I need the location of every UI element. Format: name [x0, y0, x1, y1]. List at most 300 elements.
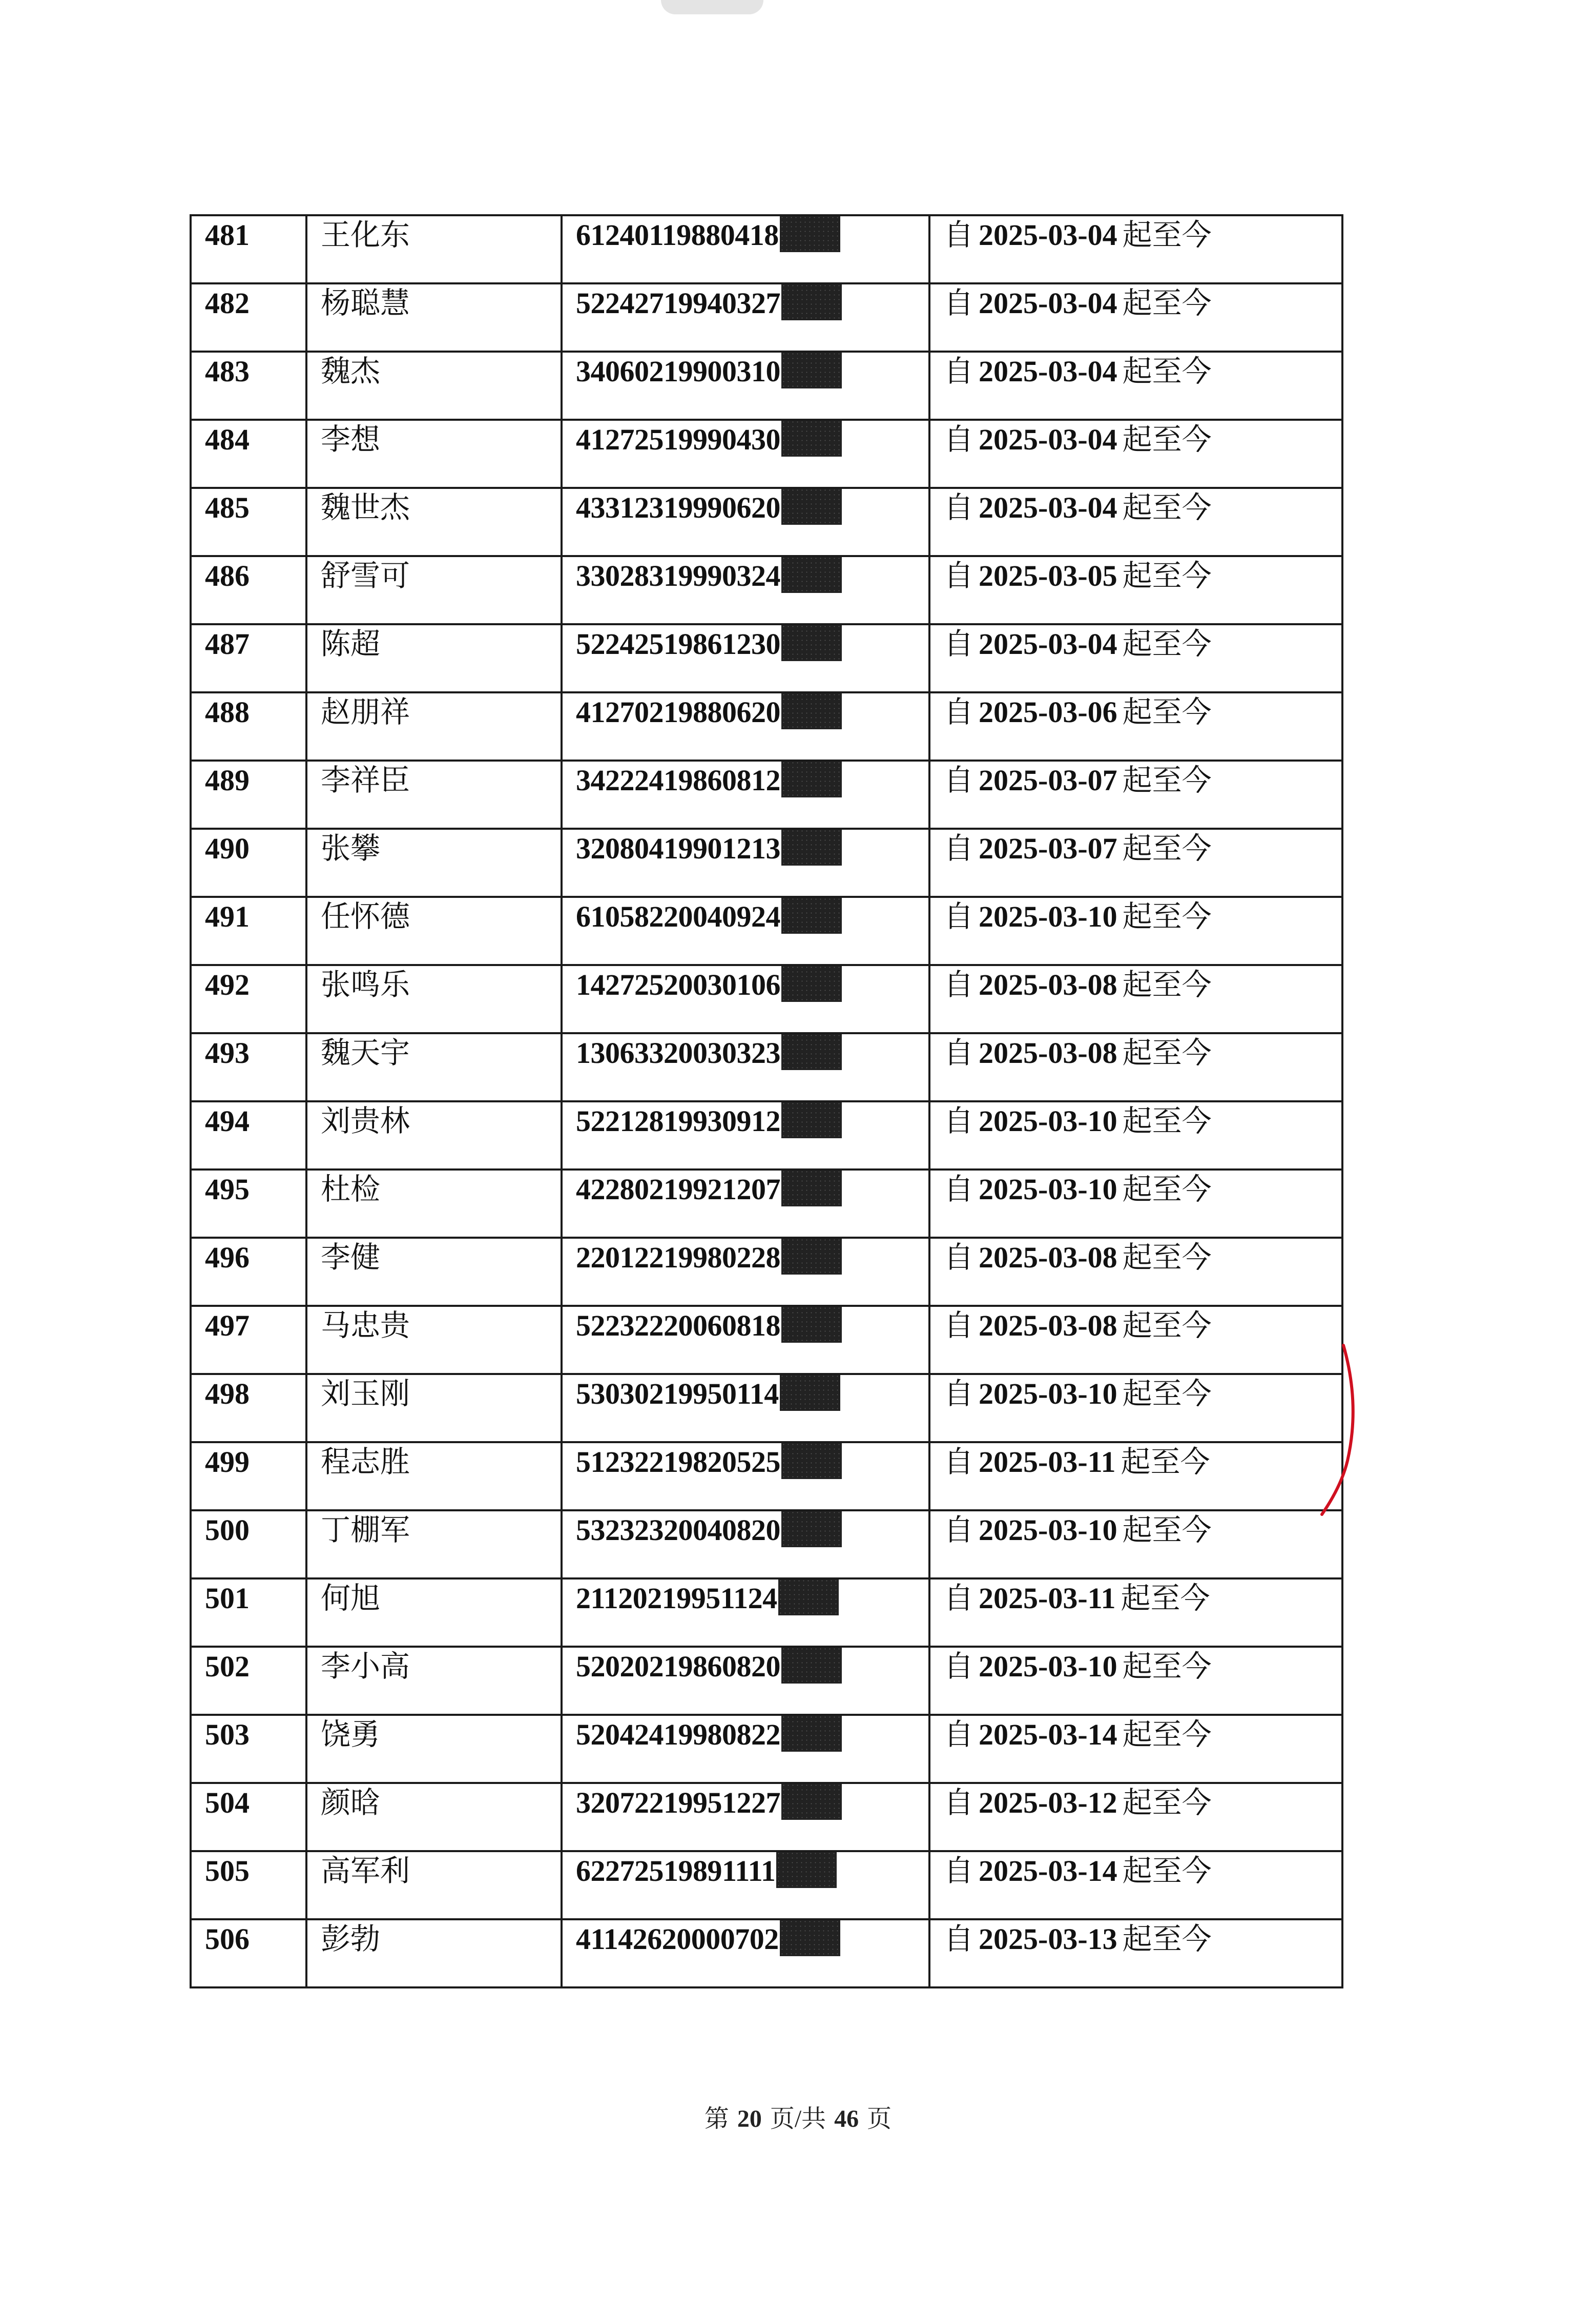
table-row [191, 624, 1342, 692]
cell-date [929, 1715, 1342, 1783]
date-suffix: 起至今 [1122, 491, 1212, 524]
date-range [944, 762, 1212, 795]
table-row [191, 488, 1342, 556]
cell-date [929, 761, 1342, 829]
start-date: 2025-03-10 [979, 1650, 1117, 1683]
cell-number [191, 897, 306, 965]
cell-name [306, 1374, 562, 1442]
cell-id [562, 897, 929, 965]
cell-id [562, 1715, 929, 1783]
date-range [944, 353, 1212, 386]
id-number: 41142620000702 [576, 1922, 779, 1956]
id-number: 14272520030106 [576, 968, 780, 1001]
cell-number [191, 624, 306, 692]
cell-date [929, 1851, 1342, 1919]
cell-name [306, 1033, 562, 1101]
date-suffix: 起至今 [1122, 1786, 1212, 1819]
row-number: 502 [205, 1650, 250, 1683]
redaction-block [780, 1374, 840, 1411]
table-row [191, 352, 1342, 420]
row-number: 482 [205, 286, 250, 320]
cell-id [562, 556, 929, 624]
date-prefix: 自 [944, 1309, 974, 1342]
person-name: 舒雪可 [321, 559, 410, 592]
date-range [944, 1443, 1210, 1477]
id-number: 22012219980228 [576, 1241, 780, 1274]
cell-name [306, 1647, 562, 1715]
cell-name [306, 897, 562, 965]
date-suffix: 起至今 [1122, 1513, 1212, 1547]
redaction-block [780, 215, 840, 252]
date-prefix: 自 [944, 627, 974, 661]
table-row [191, 1715, 1342, 1783]
date-suffix: 起至今 [1122, 1854, 1212, 1888]
row-number: 485 [205, 491, 250, 524]
cell-id [562, 352, 929, 420]
start-date: 2025-03-10 [979, 900, 1117, 933]
cell-date [929, 283, 1342, 352]
table-row [191, 1033, 1342, 1101]
cell-number [191, 1647, 306, 1715]
id-number: 32080419901213 [576, 832, 780, 865]
cell-name [306, 761, 562, 829]
id-number: 41272519990430 [576, 423, 780, 456]
cell-name [306, 1238, 562, 1306]
date-suffix: 起至今 [1122, 1922, 1212, 1956]
cell-id [562, 215, 929, 283]
person-name: 杨聪慧 [321, 286, 410, 320]
page-number: 20 [737, 2105, 762, 2132]
table-row [191, 897, 1342, 965]
cell-number [191, 1919, 306, 1987]
date-suffix: 起至今 [1122, 1173, 1212, 1206]
id-number: 52020219860820 [576, 1650, 780, 1683]
id-number: 61058220040924 [576, 900, 780, 933]
person-name: 颜晗 [321, 1786, 381, 1819]
start-date: 2025-03-10 [979, 1104, 1117, 1138]
date-suffix: 起至今 [1122, 559, 1212, 592]
cell-name [306, 556, 562, 624]
cell-name [306, 215, 562, 283]
person-name: 李祥臣 [321, 764, 410, 797]
cell-date [929, 1306, 1342, 1374]
date-prefix: 自 [944, 1582, 974, 1615]
date-suffix: 起至今 [1122, 764, 1212, 797]
start-date: 2025-03-05 [979, 559, 1117, 592]
cell-id [562, 761, 929, 829]
date-range [944, 216, 1212, 250]
redaction-block [781, 1510, 842, 1547]
start-date: 2025-03-14 [979, 1718, 1117, 1751]
id-number: 52242519861230 [576, 627, 780, 661]
cell-number [191, 488, 306, 556]
cell-date [929, 215, 1342, 283]
date-range [944, 1171, 1212, 1204]
person-name: 魏天宇 [321, 1036, 410, 1070]
person-name: 程志胜 [321, 1445, 410, 1479]
cell-date [929, 1238, 1342, 1306]
date-range [944, 1102, 1212, 1136]
cell-id [562, 1442, 929, 1510]
person-name: 刘贵林 [321, 1104, 410, 1138]
id-number: 52212819930912 [576, 1104, 780, 1138]
paper-fold-shadow [661, 0, 763, 14]
table-row [191, 761, 1342, 829]
cell-date [929, 1170, 1342, 1238]
cell-id [562, 692, 929, 761]
row-number: 499 [205, 1445, 250, 1479]
cell-number [191, 1715, 306, 1783]
row-number: 498 [205, 1377, 250, 1410]
redaction-block [781, 1442, 842, 1479]
start-date: 2025-03-14 [979, 1854, 1117, 1888]
cell-number [191, 556, 306, 624]
cell-name [306, 1578, 562, 1647]
cell-number [191, 1510, 306, 1578]
row-number: 486 [205, 559, 250, 592]
table-row [191, 1647, 1342, 1715]
cell-number [191, 1442, 306, 1510]
date-suffix: 起至今 [1122, 627, 1212, 661]
start-date: 2025-03-06 [979, 695, 1117, 729]
person-name: 李想 [321, 423, 381, 456]
start-date: 2025-03-13 [979, 1922, 1117, 1956]
date-suffix: 起至今 [1122, 1718, 1212, 1751]
id-number: 62272519891111 [576, 1854, 776, 1888]
cell-number [191, 1238, 306, 1306]
redaction-block [781, 1033, 842, 1070]
date-prefix: 自 [944, 423, 974, 456]
cell-number [191, 761, 306, 829]
start-date: 2025-03-04 [979, 423, 1117, 456]
date-suffix: 起至今 [1122, 695, 1212, 729]
cell-id [562, 1238, 929, 1306]
cell-date [929, 1647, 1342, 1715]
cell-name [306, 965, 562, 1033]
date-prefix: 自 [944, 218, 974, 252]
cell-name [306, 1919, 562, 1987]
cell-date [929, 1919, 1342, 1987]
row-number: 484 [205, 423, 250, 456]
table-row [191, 1306, 1342, 1374]
cell-date [929, 556, 1342, 624]
cell-number [191, 1578, 306, 1647]
row-number: 495 [205, 1173, 250, 1206]
date-suffix: 起至今 [1122, 1104, 1212, 1138]
date-range [944, 284, 1212, 318]
cell-date [929, 829, 1342, 897]
start-date: 2025-03-07 [979, 832, 1117, 865]
date-prefix: 自 [944, 1513, 974, 1547]
cell-id [562, 1170, 929, 1238]
date-prefix: 自 [944, 1922, 974, 1956]
table-row [191, 420, 1342, 488]
cell-id [562, 624, 929, 692]
cell-name [306, 420, 562, 488]
record-table-body [191, 215, 1342, 1987]
table-row [191, 692, 1342, 761]
id-number: 52042419980822 [576, 1718, 780, 1751]
start-date: 2025-03-11 [979, 1445, 1116, 1479]
row-number: 492 [205, 968, 250, 1001]
date-suffix: 起至今 [1122, 1650, 1212, 1683]
redaction-block [781, 965, 842, 1002]
date-prefix: 自 [944, 286, 974, 320]
date-range [944, 1784, 1212, 1818]
date-prefix: 自 [944, 355, 974, 388]
id-number: 33028319990324 [576, 559, 780, 592]
person-name: 彭勃 [321, 1922, 381, 1956]
person-name: 丁棚军 [321, 1513, 410, 1547]
date-range [944, 489, 1212, 523]
row-number: 489 [205, 764, 250, 797]
start-date: 2025-03-11 [979, 1582, 1116, 1615]
date-range [944, 966, 1212, 1000]
table-row [191, 965, 1342, 1033]
table-row [191, 1374, 1342, 1442]
date-prefix: 自 [944, 832, 974, 865]
id-number: 53232320040820 [576, 1513, 780, 1547]
cell-id [562, 1647, 929, 1715]
cell-date [929, 624, 1342, 692]
date-suffix: 起至今 [1122, 832, 1212, 865]
date-range [944, 1579, 1210, 1613]
cell-id [562, 420, 929, 488]
id-number: 34222419860812 [576, 764, 780, 797]
cell-number [191, 352, 306, 420]
person-name: 马忠贵 [321, 1309, 410, 1342]
cell-number [191, 1374, 306, 1442]
cell-number [191, 420, 306, 488]
cell-date [929, 692, 1342, 761]
date-prefix: 自 [944, 491, 974, 524]
cell-number [191, 1101, 306, 1170]
date-range [944, 1852, 1212, 1886]
person-name: 李健 [321, 1241, 381, 1274]
date-range [944, 1034, 1212, 1068]
cell-number [191, 965, 306, 1033]
cell-date [929, 420, 1342, 488]
cell-date [929, 1510, 1342, 1578]
id-number: 32072219951227 [576, 1786, 780, 1819]
redaction-block [781, 283, 842, 320]
row-number: 493 [205, 1036, 250, 1070]
redaction-block [778, 1578, 839, 1615]
date-suffix: 起至今 [1122, 1377, 1212, 1410]
cell-name [306, 1442, 562, 1510]
redaction-block [781, 1647, 842, 1684]
table-row [191, 215, 1342, 283]
table-row [191, 556, 1342, 624]
date-prefix: 自 [944, 559, 974, 592]
row-number: 497 [205, 1309, 250, 1342]
date-suffix: 起至今 [1122, 968, 1212, 1001]
cell-number [191, 1033, 306, 1101]
cell-id [562, 488, 929, 556]
redaction-block [781, 624, 842, 661]
redaction-block [780, 1919, 840, 1956]
redaction-block [781, 488, 842, 525]
redaction-block [781, 556, 842, 593]
date-range [944, 1648, 1212, 1681]
date-suffix: 起至今 [1122, 286, 1212, 320]
cell-number [191, 1306, 306, 1374]
cell-id [562, 829, 929, 897]
redaction-block [781, 1306, 842, 1343]
date-prefix: 自 [944, 900, 974, 933]
date-prefix: 自 [944, 695, 974, 729]
id-number: 21120219951124 [576, 1582, 777, 1615]
date-prefix: 自 [944, 764, 974, 797]
row-number: 488 [205, 695, 250, 729]
table-row [191, 283, 1342, 352]
cell-date [929, 352, 1342, 420]
row-number: 494 [205, 1104, 250, 1138]
cell-id [562, 1033, 929, 1101]
cell-date [929, 1578, 1342, 1647]
cell-date [929, 1783, 1342, 1851]
redaction-block [781, 420, 842, 457]
row-number: 501 [205, 1582, 250, 1615]
cell-number [191, 1851, 306, 1919]
date-prefix: 自 [944, 1173, 974, 1206]
id-number: 53030219950114 [576, 1377, 779, 1410]
row-number: 481 [205, 218, 250, 252]
cell-name [306, 283, 562, 352]
id-number: 34060219900310 [576, 355, 780, 388]
cell-date [929, 1374, 1342, 1442]
person-name: 张鸣乐 [321, 968, 410, 1001]
cell-id [562, 1783, 929, 1851]
row-number: 505 [205, 1854, 250, 1888]
row-number: 491 [205, 900, 250, 933]
cell-date [929, 1442, 1342, 1510]
cell-number [191, 692, 306, 761]
person-name: 高军利 [321, 1854, 410, 1888]
table-row [191, 1101, 1342, 1170]
cell-id [562, 1851, 929, 1919]
redaction-block [781, 1170, 842, 1206]
date-prefix: 自 [944, 1377, 974, 1410]
date-prefix: 自 [944, 1445, 974, 1479]
person-name: 魏杰 [321, 355, 381, 388]
start-date: 2025-03-10 [979, 1173, 1117, 1206]
id-number: 52232220060818 [576, 1309, 780, 1342]
start-date: 2025-03-04 [979, 627, 1117, 661]
start-date: 2025-03-08 [979, 1309, 1117, 1342]
person-name: 赵朋祥 [321, 695, 410, 729]
table-row [191, 1170, 1342, 1238]
start-date: 2025-03-07 [979, 764, 1117, 797]
start-date: 2025-03-10 [979, 1513, 1117, 1547]
cell-id [562, 1101, 929, 1170]
person-name: 魏世杰 [321, 491, 410, 524]
page-footer [0, 2099, 1596, 2134]
redaction-block [776, 1851, 837, 1888]
redaction-block [781, 761, 842, 797]
person-name: 任怀德 [321, 900, 410, 933]
table-row [191, 1919, 1342, 1987]
date-range [944, 1920, 1212, 1954]
date-prefix: 自 [944, 1650, 974, 1683]
start-date: 2025-03-04 [979, 355, 1117, 388]
row-number: 503 [205, 1718, 250, 1751]
start-date: 2025-03-04 [979, 286, 1117, 320]
date-suffix: 起至今 [1122, 218, 1212, 252]
id-number: 13063320030323 [576, 1036, 780, 1070]
id-number: 51232219820525 [576, 1445, 780, 1479]
footer-suffix: 页 [867, 2105, 892, 2132]
row-number: 483 [205, 355, 250, 388]
start-date: 2025-03-10 [979, 1377, 1117, 1410]
table-row [191, 1578, 1342, 1647]
id-number: 61240119880418 [576, 218, 779, 252]
cell-number [191, 1170, 306, 1238]
date-suffix: 起至今 [1122, 1241, 1212, 1274]
redaction-block [781, 692, 842, 729]
date-suffix: 起至今 [1121, 1582, 1210, 1615]
date-suffix: 起至今 [1122, 1036, 1212, 1070]
redaction-block [781, 352, 842, 388]
date-range [944, 693, 1212, 727]
cell-name [306, 1783, 562, 1851]
cell-name [306, 692, 562, 761]
date-suffix: 起至今 [1122, 355, 1212, 388]
cell-name [306, 829, 562, 897]
cell-name [306, 1715, 562, 1783]
cell-number [191, 829, 306, 897]
table-row [191, 1851, 1342, 1919]
cell-id [562, 1510, 929, 1578]
cell-date [929, 488, 1342, 556]
id-number: 43312319990620 [576, 491, 780, 524]
cell-id [562, 1578, 929, 1647]
cell-number [191, 215, 306, 283]
table-row [191, 1442, 1342, 1510]
row-number: 506 [205, 1922, 250, 1956]
date-range [944, 1375, 1212, 1409]
redaction-block [781, 829, 842, 866]
date-range [944, 1307, 1212, 1341]
table-row [191, 1510, 1342, 1578]
cell-date [929, 1033, 1342, 1101]
cell-id [562, 965, 929, 1033]
date-prefix: 自 [944, 1718, 974, 1751]
date-range [944, 1239, 1212, 1273]
cell-name [306, 1306, 562, 1374]
date-suffix: 起至今 [1122, 423, 1212, 456]
date-suffix: 起至今 [1122, 1309, 1212, 1342]
date-prefix: 自 [944, 1854, 974, 1888]
person-name: 李小高 [321, 1650, 410, 1683]
cell-name [306, 352, 562, 420]
date-range [944, 421, 1212, 455]
date-range [944, 557, 1212, 591]
cell-name [306, 1170, 562, 1238]
id-number: 42280219921207 [576, 1173, 780, 1206]
redaction-block [781, 897, 842, 934]
person-name: 何旭 [321, 1582, 381, 1615]
date-suffix: 起至今 [1122, 900, 1212, 933]
date-prefix: 自 [944, 1241, 974, 1274]
redaction-block [781, 1238, 842, 1275]
cell-number [191, 1783, 306, 1851]
redaction-block [781, 1715, 842, 1752]
cell-id [562, 1374, 929, 1442]
start-date: 2025-03-04 [979, 218, 1117, 252]
total-pages: 46 [834, 2105, 859, 2132]
date-prefix: 自 [944, 1104, 974, 1138]
